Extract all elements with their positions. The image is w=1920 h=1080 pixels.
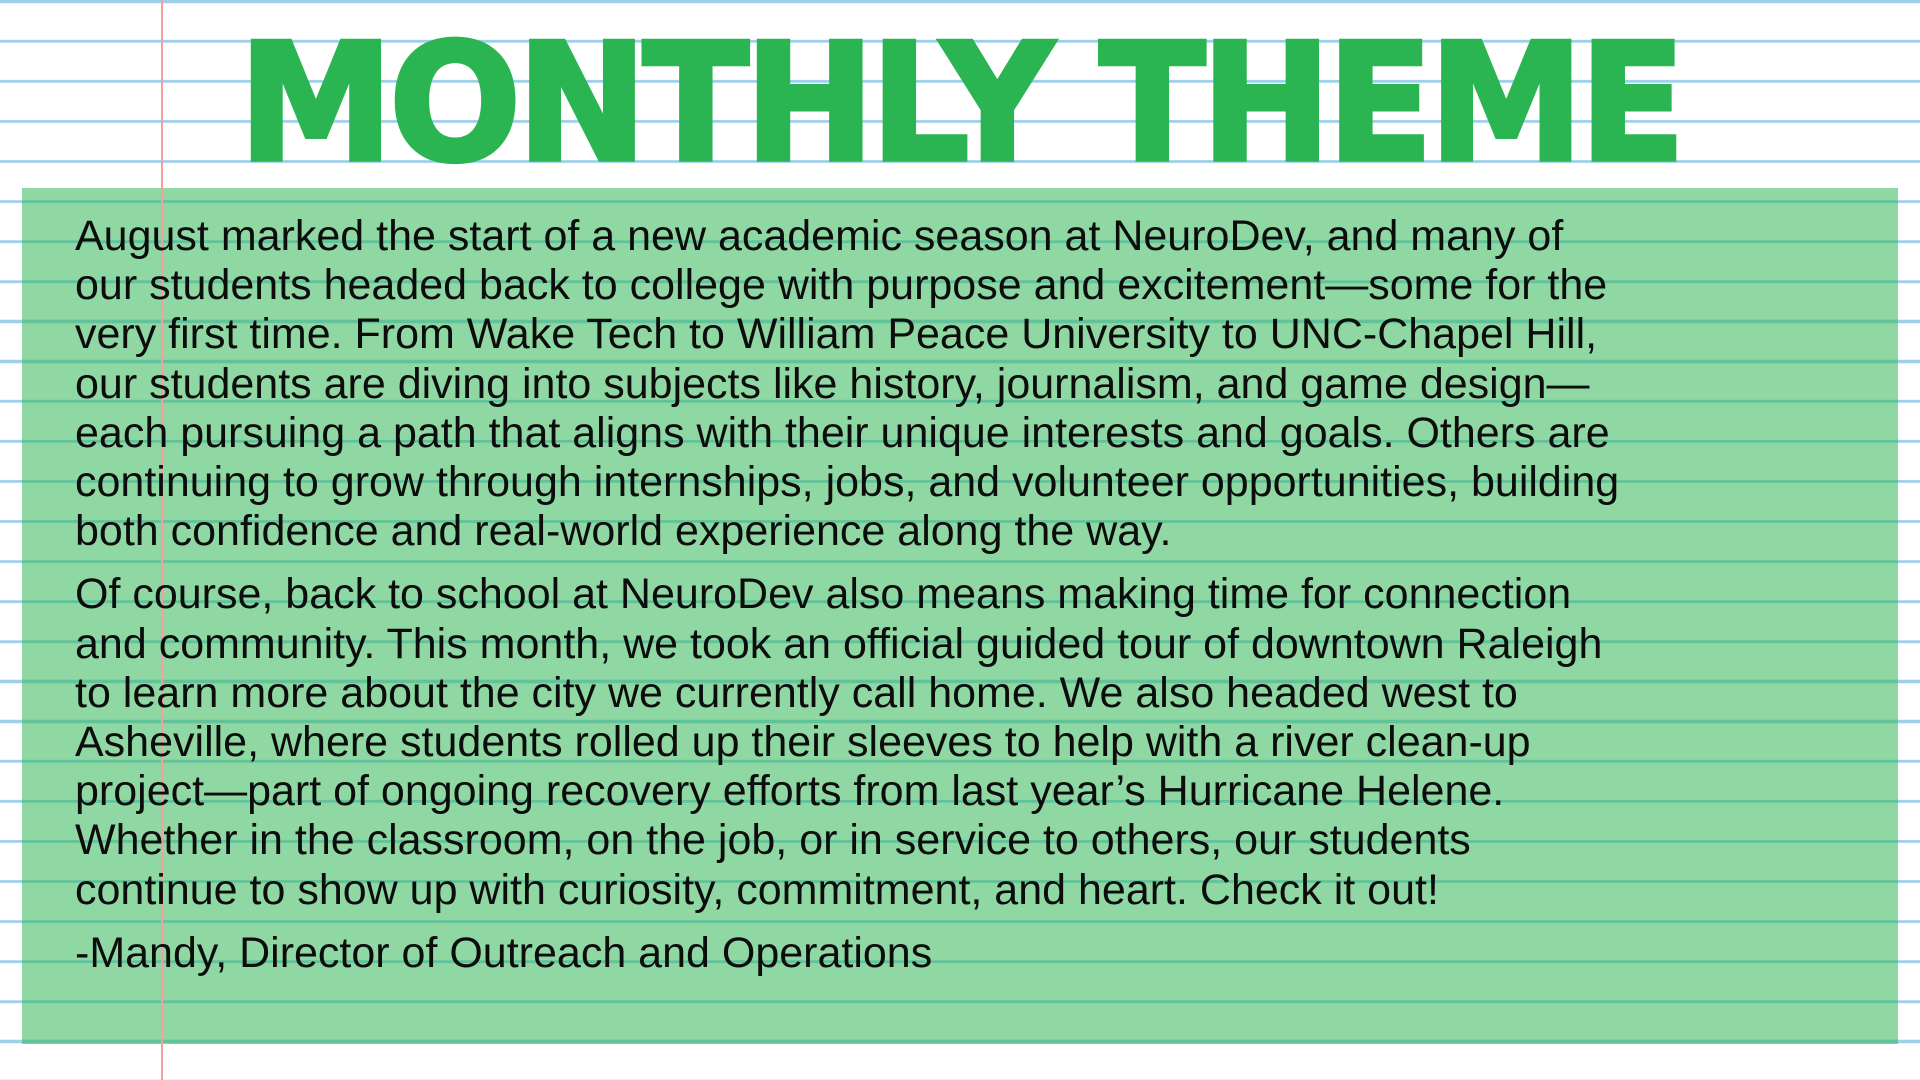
paragraph-community: Of course, back to school at NeuroDev also means making time for connection and community. This month, we took an official guided tour of downtown Raleigh to learn more about the city we currently call home. We also headed west to Asheville, where students rolled up their sleeves to help with a river clean-up project—part of ongoing recovery efforts from last year’s Hurricane Helene. Whether in the classroom, on the job, or in service to others, our students continue to show up with curiosity, commitment, and heart. Check it out! [75,570,1603,914]
article-body [75,212,1875,992]
paragraph-academic-season: August marked the start of a new academic season at NeuroDev, and many of our students headed back to college with purpose and excitement—some for the very first time. From Wake Tech to William Peace University to UNC-Chapel Hill, our students are diving into subjects like history, journalism, and game design— each pursuing a path that aligns with their unique interests and goals. Others are continuing to grow through internships, jobs, and volunteer opportunities, building both confidence and real-world experience along the way. [75,212,1620,556]
page-title: MONTHLY THEME [238,8,1682,199]
signature: -Mandy, Director of Outreach and Operations [75,928,933,977]
